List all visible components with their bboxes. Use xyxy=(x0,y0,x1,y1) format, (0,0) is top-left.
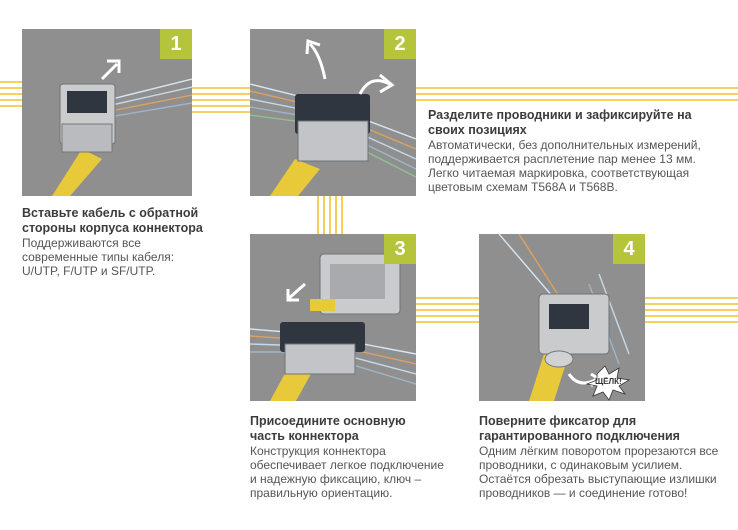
step-3-body: Конструкция коннектора обеспечивает легкое подключение и надежную фиксацию, ключ – правильную ориентацию. xyxy=(250,444,444,500)
step-3-title: Присоедините основную часть коннектора xyxy=(250,414,406,443)
step-3-badge: 3 xyxy=(384,234,416,264)
step-4-photo xyxy=(479,234,645,401)
step-4-body: Одним лёгким поворотом прорезаются все проводники, с одинаковым усилием. Остаётся обрезать выступающие излишки проводников — и соединение готово! xyxy=(479,444,719,500)
step-1-badge: 1 xyxy=(160,29,192,59)
step-4-title: Поверните фиксатор для гарантированного подключения xyxy=(479,414,680,443)
step-2-photo xyxy=(250,29,416,196)
step-2-title: Разделите проводники и зафиксируйте на своих позициях xyxy=(428,108,692,137)
step-1-photo xyxy=(22,29,192,196)
step-3-photo xyxy=(250,234,416,401)
step-1-caption xyxy=(22,206,222,278)
step-2-badge: 2 xyxy=(384,29,416,59)
step-1-body: Поддерживаются все современные типы кабеля: U/UTP, F/UTP и SF/UTP. xyxy=(22,236,175,278)
step-4-badge: 4 xyxy=(613,234,645,264)
click-sound-label: ЩЁЛК! xyxy=(595,377,622,386)
step-3-caption xyxy=(250,414,450,500)
step-4-caption xyxy=(479,414,729,500)
step-1-title: Вставьте кабель с обратной стороны корпуса коннектора xyxy=(22,206,203,235)
step-2-body: Автоматически, без дополнительных измерений, поддерживается расплетение пар менее 13 мм. Легко читаемая маркировка, соответствующая цветовым схемам T568A и T568B. xyxy=(428,138,701,194)
step-2-caption xyxy=(428,108,728,194)
